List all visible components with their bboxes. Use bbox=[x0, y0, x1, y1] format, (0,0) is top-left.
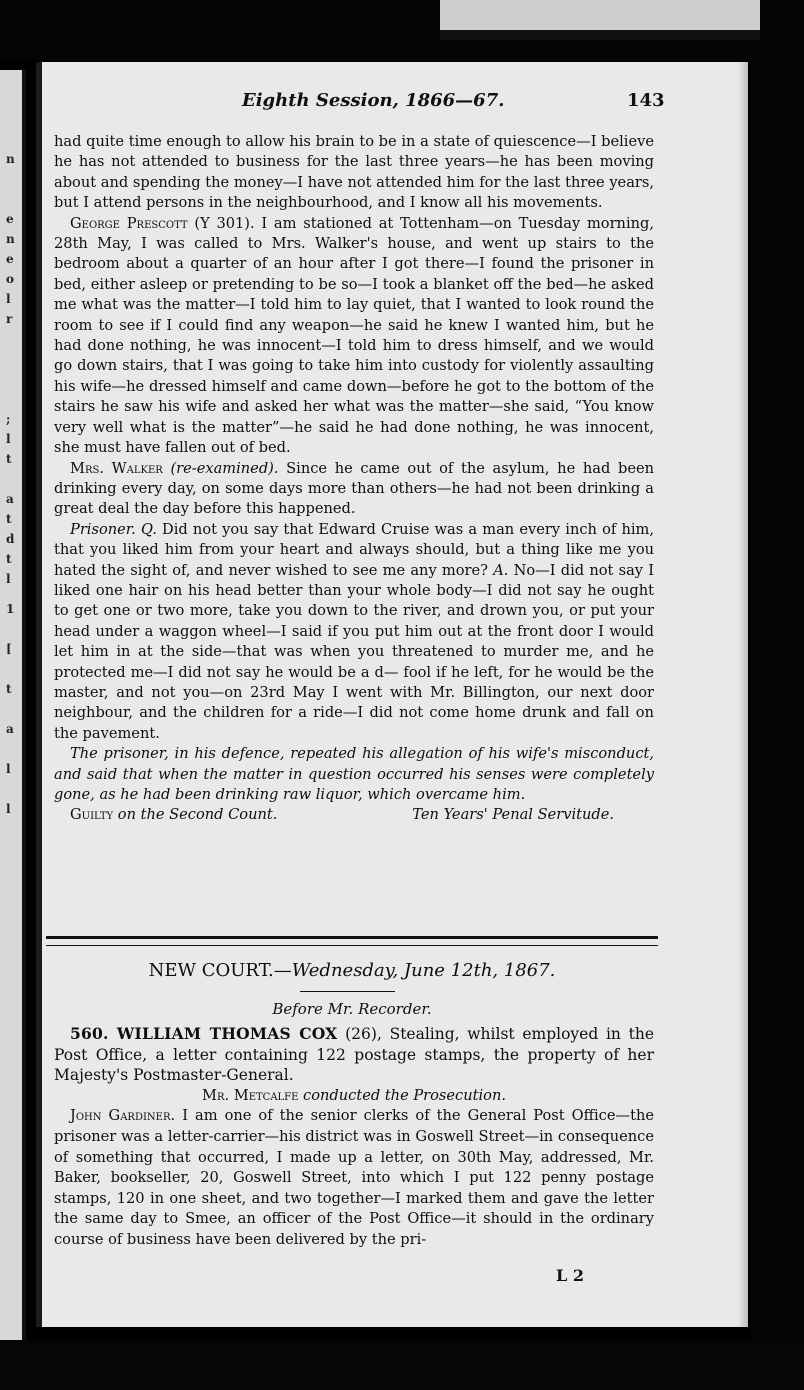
case-charge: (26), Stealing, whilst employed in the Post Office, a letter containing 122 postage stamps, the property of her Majesty's Postmaster-General. bbox=[54, 1025, 654, 1085]
prosecution-text: conducted the Prosecution. bbox=[298, 1086, 506, 1104]
court-date: Wednesday, June 12th, 1867. bbox=[291, 960, 556, 981]
margin-char: n bbox=[6, 232, 15, 246]
paragraph bbox=[54, 214, 654, 459]
witness-name: Mrs. Walker bbox=[70, 459, 163, 477]
margin-char: 1 bbox=[6, 602, 15, 616]
verdict-guilty: Guilty bbox=[70, 806, 114, 824]
facing-page-edge bbox=[0, 70, 26, 1360]
verdict-line bbox=[54, 805, 654, 825]
paragraph-text: No—I did not say I liked one hair on his head better than your whole body—I did not say he ought to get one or two more, take you down to the river, and drown you, or put your head under a waggon wheel—I said if you put him out at the front door I would let him in at the side—that was when you threatened to murder me, and he protected me—I did not say he would be a d— fool if he left, for he would be the master, and not you—on 23rd May I went with Mr. Billington, our next door neighbour, and the children for a ride—I did not come home drunk and fall on the pavement. bbox=[54, 561, 655, 742]
case-heading bbox=[54, 1024, 654, 1086]
margin-char: ; bbox=[6, 412, 11, 426]
defence-statement: The prisoner, in his defence, repeated his allegation of his wife's misconduct, and said that when the matter in question occurred his senses were completely gone, as he had been drinking raw liquor, which overcame him. bbox=[54, 745, 654, 803]
book-page bbox=[36, 62, 748, 1327]
section-divider bbox=[46, 936, 658, 946]
paragraph bbox=[54, 1106, 654, 1250]
signature-mark: L 2 bbox=[556, 1266, 584, 1285]
margin-char: r bbox=[6, 312, 13, 326]
page-gutter-shadow bbox=[738, 62, 748, 1327]
margin-char: n bbox=[6, 152, 15, 166]
prosecution-line bbox=[54, 1086, 654, 1107]
margin-char: a bbox=[6, 492, 14, 506]
paragraph-text: Since he came out of the asylum, he had been drinking every day, on some days more than others—he had not been drinking a great deal the day before this happened. bbox=[54, 459, 655, 518]
case-text bbox=[54, 1024, 654, 1251]
paragraph-text: I am stationed at Tottenham—on Tuesday morning, 28th May, I was called to Mrs. Walker's house, and went up stairs to the bedroom about a quarter of an hour after I got there—I found the prisoner in bed, either asleep or pretending to be so—I took a blanket off the bed—he asked me what was the matter—I told him to lay quiet, that I wanted to look round the room to see if I could find any weapon—he said he knew I wanted him, but he had done nothing, he was innocent—I told him to dress himself, and we would go down stairs, that I was going to take him into custody for violently assaulting his wife—he dressed himself and came down—before he got to the bottom of the stairs he saw his wife and asked her what was the matter—she said, “You know very well what is the matter”—he said he had done nothing, he was innocent, she must have fallen out of bed. bbox=[54, 214, 655, 457]
verdict bbox=[70, 805, 277, 825]
margin-char: t bbox=[6, 682, 12, 696]
paragraph-text: I am one of the senior clerks of the General Post Office—the prisoner was a letter-carrier—his district was in Goswell Street—in consequence of something that occurred, I made up a letter, on 30th May, addressed, Mr. Baker, bookseller, 20, Goswell Street, into which I put 122 penny postage stamps, 120 in one sheet, and two together—I marked them and gave the letter the same day to Smee, an officer of the Post Office—it should in the ordinary course of business have been delivered by the pri- bbox=[54, 1107, 654, 1248]
margin-char: l bbox=[6, 572, 11, 586]
margin-char: [ bbox=[6, 642, 12, 656]
paragraph-text: Did not you say that Edward Cruise was a man every inch of him, that you liked him from your heart and always should, but a thing like me you hated the sight of, and never wished to see me any more? bbox=[54, 520, 655, 579]
case-defendant: 560. WILLIAM THOMAS COX bbox=[70, 1024, 338, 1043]
margin-char: t bbox=[6, 452, 12, 466]
margin-char: l bbox=[6, 292, 11, 306]
verdict-count: on the Second Count. bbox=[113, 806, 278, 824]
sentence: Ten Years' Penal Servitude. bbox=[412, 806, 614, 824]
margin-char: o bbox=[6, 272, 15, 286]
margin-char: t bbox=[6, 512, 12, 526]
judge-line: Before Mr. Recorder. bbox=[272, 1000, 432, 1018]
page-number: 143 bbox=[627, 90, 665, 111]
running-header bbox=[42, 90, 742, 120]
witness-name: George Prescott bbox=[70, 214, 188, 232]
paragraph: had quite time enough to allow his brain to be in a state of quiescence—I believe he has not attended to business for the last three years—he has been moving about and spending the money—I have not attended him for the last three years, but I attend persons in the neighbourhood, and I know all his movements. bbox=[54, 133, 654, 212]
trial-text bbox=[54, 132, 654, 826]
prosecutor-name: Mr. Metcalfe bbox=[202, 1086, 299, 1104]
speaker-label: Prisoner. bbox=[70, 520, 136, 538]
paragraph bbox=[54, 520, 654, 744]
book-edge-strip bbox=[440, 0, 760, 40]
witness-id: (Y 301). bbox=[194, 214, 255, 232]
court-heading bbox=[42, 960, 662, 981]
paragraph bbox=[54, 459, 654, 520]
scan-border-right bbox=[750, 40, 804, 1340]
margin-char: l bbox=[6, 432, 11, 446]
margin-char: t bbox=[6, 552, 12, 566]
witness-note: (re-examined). bbox=[170, 459, 279, 477]
court-title: NEW COURT.— bbox=[148, 960, 292, 981]
margin-char: a bbox=[6, 722, 14, 736]
witness-name: John Gardiner. bbox=[70, 1107, 176, 1125]
margin-char: e bbox=[6, 252, 14, 266]
margin-char: l bbox=[6, 762, 11, 776]
short-divider bbox=[300, 991, 395, 992]
margin-char: d bbox=[6, 532, 15, 546]
session-title: Eighth Session, 1866—67. bbox=[242, 90, 505, 111]
margin-char: l bbox=[6, 802, 11, 816]
scan-border-bottom bbox=[0, 1340, 804, 1390]
answer-mark: A. bbox=[493, 561, 509, 579]
margin-char: e bbox=[6, 212, 14, 226]
question-mark: Q. bbox=[140, 520, 157, 538]
